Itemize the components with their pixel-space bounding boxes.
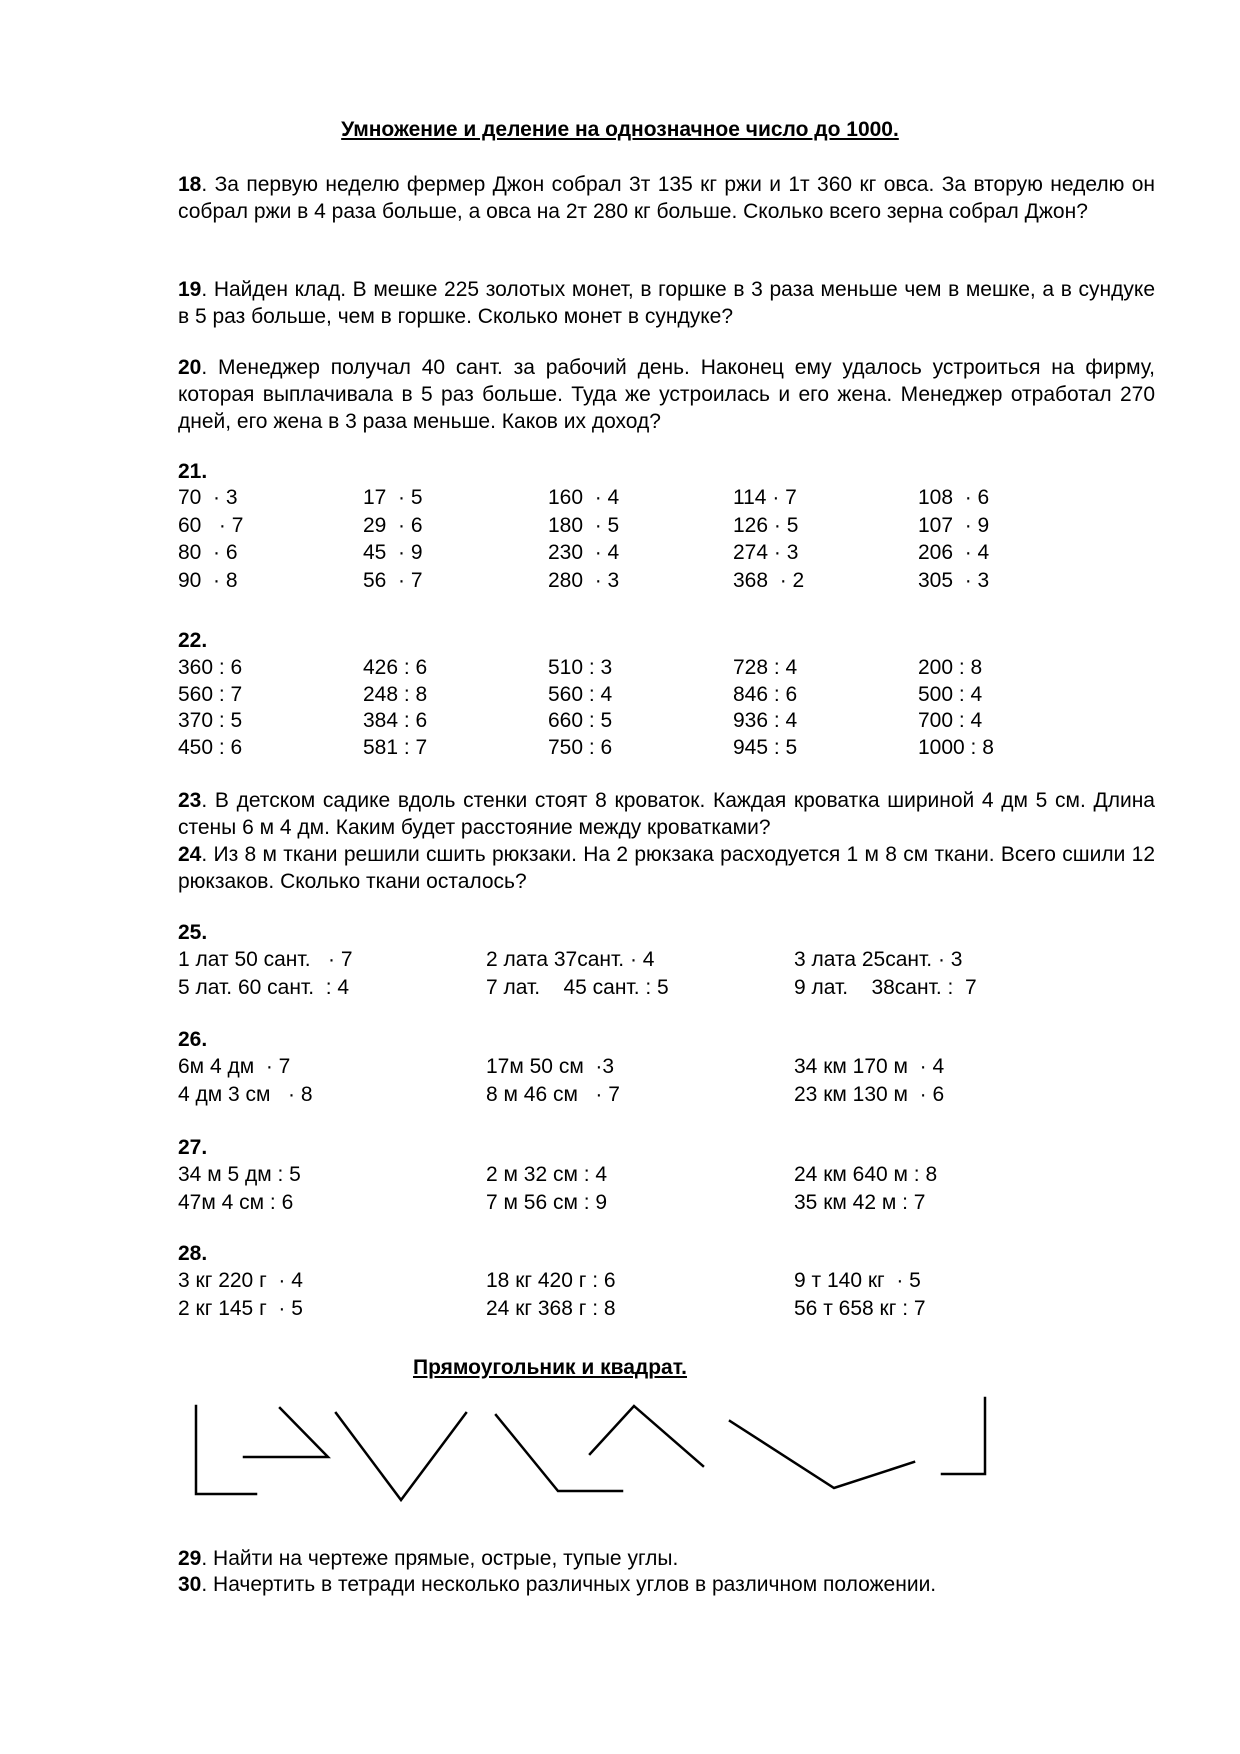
expression: 3 лата 25сант. · 3 (794, 948, 963, 971)
problem-text: . В детском садике вдоль стенки стоят 8 кроваток. Каждая кроватка шириной 4 дм 5 см. Длина стены 6 м 4 дм. Каким будет расстояние между кроватками? (178, 789, 1155, 839)
expression: 360 : 6 (178, 656, 243, 679)
problem-number: 23 (178, 789, 202, 812)
expression: 56 т 658 кг : 7 (794, 1296, 926, 1320)
expression: 3 кг 220 г · 4 (178, 1269, 303, 1292)
problem-number: 24 (178, 843, 202, 866)
expression: 510 : 3 (548, 656, 613, 679)
expression: 7 лат. 45 сант. : 5 (486, 975, 669, 999)
expression: 45 · 9 (363, 541, 423, 564)
problem-text: . Найден клад. В мешке 225 золотых монет, в горшке в 3 раза меньше чем в мешке, а в сундуке в 5 раз больше, чем в горшке. Сколько монет в сундуке? (178, 278, 1155, 328)
expression: 206 · 4 (918, 541, 990, 564)
expression: 90 · 8 (178, 568, 238, 592)
section-title: Прямоугольник и квадрат. (412, 1356, 688, 1379)
expression: 5 лат. 60 сант. : 4 (178, 975, 350, 999)
expression: 450 : 6 (178, 735, 243, 759)
expression: 384 : 6 (363, 709, 428, 732)
expression: 4 дм 3 см · 8 (178, 1082, 313, 1106)
expression: 2 м 32 см : 4 (486, 1163, 608, 1186)
expression: 248 : 8 (363, 682, 428, 706)
expression: 700 : 4 (918, 709, 983, 732)
expression: 160 · 4 (548, 486, 620, 509)
exercise-26-label: 26. (178, 1028, 208, 1051)
expression: 8 м 46 см · 7 (486, 1082, 620, 1106)
expression: 945 : 5 (733, 735, 798, 759)
problem-number: 19 (178, 278, 202, 301)
expression: 2 лата 37сант. · 4 (486, 948, 655, 971)
expression: 9 лат. 38сант. : 7 (794, 975, 977, 999)
expression: 34 км 170 м · 4 (794, 1055, 945, 1078)
exercise-21-label: 21. (178, 460, 208, 483)
expression: 581 : 7 (363, 735, 428, 759)
expression: 846 : 6 (733, 682, 798, 706)
problem-number: 18 (178, 173, 202, 196)
expression: 936 : 4 (733, 709, 798, 732)
expression: 17м 50 см ·3 (486, 1055, 615, 1078)
expression: 24 кг 368 г : 8 (486, 1296, 616, 1320)
expression: 7 м 56 см : 9 (486, 1190, 608, 1214)
exercise-22-label: 22. (178, 629, 208, 652)
expression: 2 кг 145 г · 5 (178, 1296, 303, 1320)
problem-30 (178, 1571, 1155, 1598)
expression: 29 · 6 (363, 513, 423, 537)
expression: 1 лат 50 сант. · 7 (178, 948, 353, 971)
expression: 750 : 6 (548, 735, 613, 759)
expression: 23 км 130 м · 6 (794, 1082, 945, 1106)
expression: 107 · 9 (918, 513, 990, 537)
expression: 368 · 2 (733, 568, 805, 592)
expression: 114 · 7 (733, 486, 797, 509)
obtuse-angle-1 (496, 1415, 622, 1491)
expression: 9 т 140 кг · 5 (794, 1269, 921, 1292)
expression: 426 : 6 (363, 656, 428, 679)
exercise-28-label: 28. (178, 1242, 208, 1265)
acute-angle-3 (590, 1406, 703, 1466)
problem-29 (178, 1545, 1155, 1572)
expression: 60 · 7 (178, 513, 244, 537)
expression: 305 · 3 (918, 568, 990, 592)
expression: 126 · 5 (733, 513, 799, 537)
expression: 108 · 6 (918, 486, 990, 509)
expression: 6м 4 дм · 7 (178, 1055, 291, 1078)
expression: 500 : 4 (918, 682, 983, 706)
expression: 18 кг 420 г : 6 (486, 1269, 616, 1292)
problem-text: . За первую неделю фермер Джон собрал 3т 135 кг ржи и 1т 360 кг овса. За вторую неделю он собрал ржи в 4 раза больше, а овса на 2т 280 кг больше. Сколько всего зерна собрал Джон? (178, 173, 1155, 223)
expression: 728 : 4 (733, 656, 798, 679)
right-angle-1 (196, 1406, 256, 1494)
exercise-27-label: 27. (178, 1136, 208, 1159)
expression: 230 · 4 (548, 541, 620, 564)
obtuse-angle-2 (730, 1421, 914, 1488)
expression: 35 км 42 м : 7 (794, 1190, 926, 1214)
expression: 80 · 6 (178, 541, 238, 564)
problem-number: 20 (178, 356, 202, 379)
expression: 274 · 3 (733, 541, 799, 564)
expression: 200 : 8 (918, 656, 983, 679)
expression: 70 · 3 (178, 486, 238, 509)
expression: 180 · 5 (548, 513, 620, 537)
expression: 24 км 640 м : 8 (794, 1163, 938, 1186)
acute-angle-2 (336, 1413, 466, 1500)
acute-angle-1 (244, 1408, 328, 1457)
expression: 56 · 7 (363, 568, 423, 592)
problem-number: 29 (178, 1547, 202, 1570)
problem-text: . Найти на чертеже прямые, острые, тупые углы. (201, 1547, 679, 1570)
right-angle-2 (942, 1398, 985, 1474)
expression: 47м 4 см : 6 (178, 1190, 294, 1214)
expression: 280 · 3 (548, 568, 620, 592)
expression: 34 м 5 дм : 5 (178, 1163, 301, 1186)
expression: 660 : 5 (548, 709, 613, 732)
expression: 370 : 5 (178, 709, 243, 732)
expression: 17 · 5 (363, 486, 423, 509)
exercise-25-label: 25. (178, 921, 208, 944)
expression: 560 : 7 (178, 682, 243, 706)
page-title: Умножение и деление на однозначное число до 1000. (341, 118, 899, 141)
expression: 1000 : 8 (918, 735, 994, 759)
expression: 560 : 4 (548, 682, 613, 706)
problem-number: 30 (178, 1573, 202, 1596)
problem-text: . Менеджер получал 40 сант. за рабочий день. Наконец ему удалось устроиться на фирму, которая выплачивала в 5 раз больше. Туда же устроилась и его жена. Менеджер отработал 270 дней, его жена в 3 раза меньше. Каков их доход? (178, 356, 1155, 433)
problem-text: . Начертить в тетради несколько различных углов в различном положении. (201, 1573, 937, 1596)
problem-text: . Из 8 м ткани решили сшить рюкзаки. На 2 рюкзака расходуется 1 м 8 см ткани. Всего сшили 12 рюкзаков. Сколько ткани осталось? (178, 843, 1155, 893)
